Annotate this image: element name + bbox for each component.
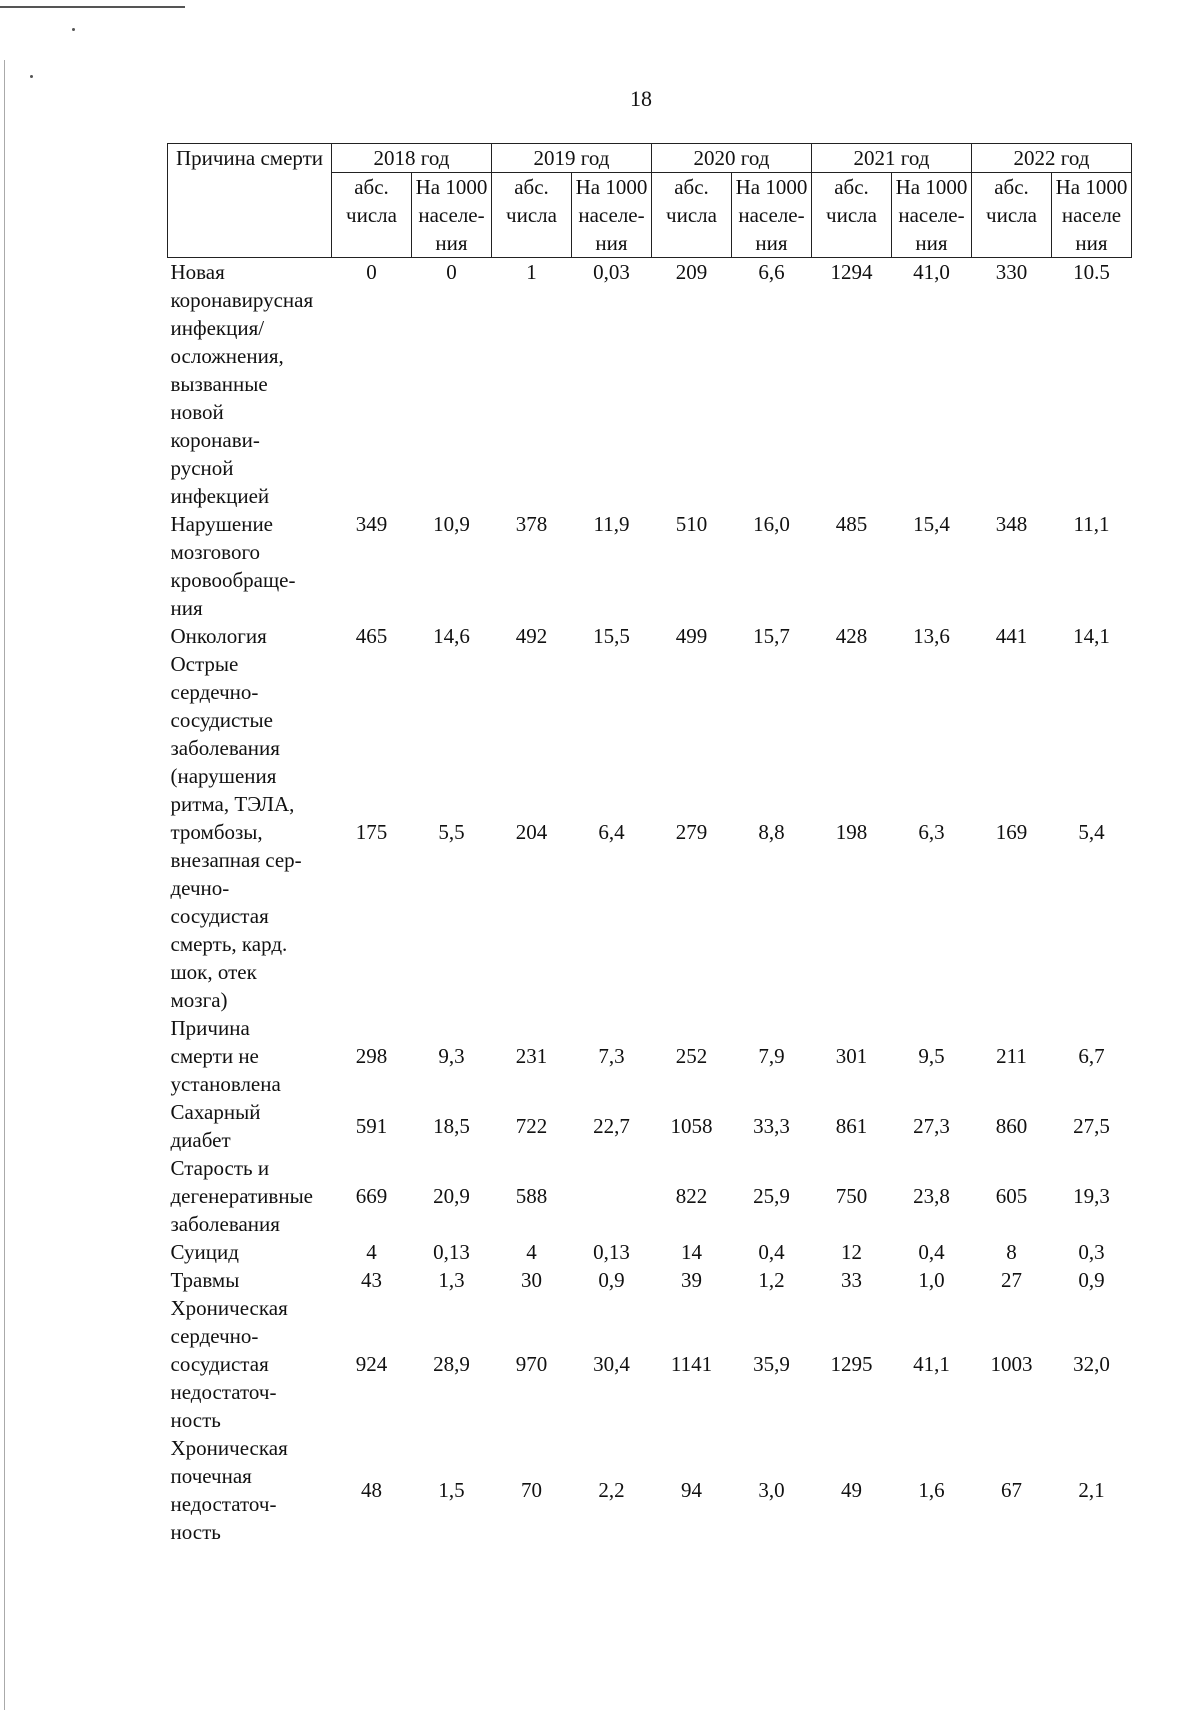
rate-per-1000-cell: 15,7 <box>753 624 790 648</box>
cause-line: смерти не <box>170 1044 259 1068</box>
cause-line: дегенеративные <box>170 1184 313 1208</box>
abs-number-cell: 27 <box>1001 1268 1022 1292</box>
cause-line: Сахарный <box>170 1100 261 1124</box>
abs-numbers-header: абс. числа <box>492 173 572 258</box>
rate-per-1000-cell: 19,3 <box>1073 1184 1110 1208</box>
abs-numbers-header: абс. числа <box>652 173 732 258</box>
header-row-years <box>168 144 1132 173</box>
abs-number-cell: 441 <box>995 624 1028 648</box>
abs-number-cell: 209 <box>675 260 708 284</box>
rate-per-1000-cell: 41,1 <box>913 1352 950 1376</box>
cause-line: Хроническая <box>170 1436 288 1460</box>
cause-line: недостаточ- <box>170 1380 277 1404</box>
cause-line: мозга) <box>170 988 228 1012</box>
rate-per-1000-cell: 0,4 <box>918 1240 945 1264</box>
table-row <box>168 510 1132 622</box>
cause-of-death-cell <box>168 1014 332 1098</box>
abs-number-cell: 669 <box>355 1184 388 1208</box>
table-row <box>168 1098 1132 1154</box>
abs-number-cell: 722 <box>515 1114 548 1138</box>
rate-per-1000-cell <box>572 1154 652 1238</box>
rate-per-1000-cell: 32,0 <box>1073 1352 1110 1376</box>
cause-of-death-cell <box>168 1434 332 1546</box>
rate-per-1000-cell: 16,0 <box>753 512 790 536</box>
abs-number-cell: 169 <box>995 820 1028 844</box>
rate-per-1000-cell: 5,4 <box>1078 820 1105 844</box>
rate-per-1000-header: На 1000 населе- ния <box>732 173 812 258</box>
abs-number-cell: 4 <box>366 1240 377 1264</box>
rate-per-1000-cell: 10,9 <box>433 512 470 536</box>
abs-number-cell: 279 <box>675 820 708 844</box>
cause-line: вызванные <box>170 372 268 396</box>
abs-number-cell: 70 <box>521 1478 542 1502</box>
table-body <box>168 258 1132 1547</box>
rate-per-1000-cell: 33,3 <box>753 1114 790 1138</box>
cause-line: почечная <box>170 1464 252 1488</box>
rate-per-1000-cell: 0 <box>446 260 457 284</box>
cause-line: ность <box>170 1520 221 1544</box>
cause-line: заболевания <box>170 1212 280 1236</box>
cause-line: русной <box>170 456 234 480</box>
cause-line: диабет <box>170 1128 231 1152</box>
rate-per-1000-cell: 6,4 <box>598 820 625 844</box>
abs-number-cell: 48 <box>361 1478 382 1502</box>
cause-line: новой <box>170 400 224 424</box>
cause-line: (нарушения <box>170 764 277 788</box>
abs-number-cell: 8 <box>1006 1240 1017 1264</box>
rate-per-1000-cell: 6,7 <box>1078 1044 1105 1068</box>
abs-number-cell: 861 <box>835 1114 868 1138</box>
abs-number-cell: 465 <box>355 624 388 648</box>
abs-number-cell: 605 <box>995 1184 1028 1208</box>
cause-line: смерть, кард. <box>170 932 288 956</box>
abs-number-cell: 33 <box>841 1268 862 1292</box>
scan-speck <box>30 75 33 78</box>
abs-number-cell: 428 <box>835 624 868 648</box>
rate-per-1000-cell: 2,2 <box>598 1478 625 1502</box>
abs-number-cell: 1295 <box>830 1352 873 1376</box>
cause-of-death-cell <box>168 650 332 1014</box>
abs-number-cell: 301 <box>835 1044 868 1068</box>
table-row <box>168 1238 1132 1266</box>
abs-number-cell: 860 <box>995 1114 1028 1138</box>
rate-per-1000-cell: 15,5 <box>593 624 630 648</box>
rate-per-1000-cell: 3,0 <box>758 1478 785 1502</box>
abs-number-cell: 588 <box>515 1184 548 1208</box>
abs-number-cell: 1141 <box>670 1352 713 1376</box>
rate-per-1000-cell: 0,13 <box>433 1240 470 1264</box>
cause-line: сердечно- <box>170 680 259 704</box>
cause-line: мозгового <box>170 540 261 564</box>
rate-per-1000-cell: 9,5 <box>918 1044 945 1068</box>
rate-per-1000-cell: 41,0 <box>913 260 950 284</box>
cause-line: Травмы <box>170 1268 240 1292</box>
rate-per-1000-cell: 20,9 <box>433 1184 470 1208</box>
rate-per-1000-cell: 11,1 <box>1073 512 1110 536</box>
cause-line: шок, отек <box>170 960 257 984</box>
table-row <box>168 1434 1132 1546</box>
abs-number-cell: 591 <box>355 1114 388 1138</box>
rate-per-1000-cell: 27,5 <box>1073 1114 1110 1138</box>
cause-line: установлена <box>170 1072 281 1096</box>
year-header: 2022 год <box>972 144 1132 173</box>
abs-number-cell: 750 <box>835 1184 868 1208</box>
abs-number-cell: 175 <box>355 820 388 844</box>
abs-number-cell: 822 <box>675 1184 708 1208</box>
cause-line: инфекцией <box>170 484 270 508</box>
cause-line: инфекция/ <box>170 316 265 340</box>
rate-per-1000-header: На 1000 населе- ния <box>572 173 652 258</box>
year-header: 2018 год <box>332 144 492 173</box>
abs-numbers-header: абс. числа <box>812 173 892 258</box>
table-row <box>168 1294 1132 1434</box>
year-header: 2021 год <box>812 144 972 173</box>
table-header <box>168 144 1132 258</box>
abs-number-cell: 378 <box>515 512 548 536</box>
rate-per-1000-cell: 23,8 <box>913 1184 950 1208</box>
rate-per-1000-cell: 7,9 <box>758 1044 785 1068</box>
rate-per-1000-cell: 1,2 <box>758 1268 785 1292</box>
rate-per-1000-cell: 11,9 <box>593 512 630 536</box>
cause-line: сердечно- <box>170 1324 259 1348</box>
abs-number-cell: 30 <box>521 1268 542 1292</box>
cause-line: ритма, ТЭЛА, <box>170 792 295 816</box>
abs-number-cell: 1058 <box>670 1114 713 1138</box>
rate-per-1000-cell: 1,0 <box>918 1268 945 1292</box>
rate-per-1000-cell: 30,4 <box>593 1352 630 1376</box>
abs-number-cell: 204 <box>515 820 548 844</box>
rate-per-1000-cell: 0,03 <box>593 260 630 284</box>
cause-line: Острые <box>170 652 239 676</box>
cause-line: внезапная сер- <box>170 848 302 872</box>
table-row <box>168 650 1132 1014</box>
rate-per-1000-cell: 22,7 <box>593 1114 630 1138</box>
rate-per-1000-cell: 1,6 <box>918 1478 945 1502</box>
cause-of-death-cell <box>168 1098 332 1154</box>
rate-per-1000-cell: 0,13 <box>593 1240 630 1264</box>
abs-number-cell: 39 <box>681 1268 702 1292</box>
abs-number-cell: 485 <box>835 512 868 536</box>
cause-line: Нарушение <box>170 512 273 536</box>
cause-line: сосудистые <box>170 708 273 732</box>
cause-of-death-cell <box>168 1238 332 1266</box>
rate-per-1000-header: На 1000 населе- ния <box>892 173 972 258</box>
rate-per-1000-cell: 1,3 <box>438 1268 465 1292</box>
abs-number-cell: 231 <box>515 1044 548 1068</box>
abs-number-cell: 49 <box>841 1478 862 1502</box>
rate-per-1000-cell: 18,5 <box>433 1114 470 1138</box>
rate-per-1000-cell: 7,3 <box>598 1044 625 1068</box>
cause-line: Суицид <box>170 1240 239 1264</box>
table-row <box>168 1014 1132 1098</box>
rate-per-1000-cell: 0,4 <box>758 1240 785 1264</box>
abs-number-cell: 499 <box>675 624 708 648</box>
abs-number-cell: 198 <box>835 820 868 844</box>
rate-per-1000-cell: 6,6 <box>758 260 785 284</box>
cause-line: заболевания <box>170 736 280 760</box>
abs-number-cell: 43 <box>361 1268 382 1292</box>
cause-line: Хроническая <box>170 1296 288 1320</box>
abs-number-cell: 924 <box>355 1352 388 1376</box>
rate-per-1000-cell: 1,5 <box>438 1478 465 1502</box>
table-row <box>168 622 1132 650</box>
abs-number-cell: 67 <box>1001 1478 1022 1502</box>
rate-per-1000-header: На 1000 населе- ния <box>412 173 492 258</box>
abs-number-cell: 349 <box>355 512 388 536</box>
abs-number-cell: 970 <box>515 1352 548 1376</box>
cause-line: кровообраще- <box>170 568 296 592</box>
rate-per-1000-header: На 1000 населе ния <box>1052 173 1132 258</box>
cause-line: осложнения, <box>170 344 284 368</box>
abs-number-cell: 12 <box>841 1240 862 1264</box>
table-row <box>168 1154 1132 1238</box>
cause-line: ния <box>170 596 203 620</box>
rate-per-1000-cell: 27,3 <box>913 1114 950 1138</box>
cause-line: сосудистая <box>170 904 269 928</box>
rate-per-1000-cell: 28,9 <box>433 1352 470 1376</box>
table-row <box>168 258 1132 511</box>
rate-per-1000-cell: 10.5 <box>1073 260 1110 284</box>
abs-number-cell: 252 <box>675 1044 708 1068</box>
rate-per-1000-cell: 0,3 <box>1078 1240 1105 1264</box>
abs-number-cell: 211 <box>996 1044 1027 1068</box>
abs-number-cell: 94 <box>681 1478 702 1502</box>
abs-numbers-header: абс. числа <box>332 173 412 258</box>
abs-number-cell: 298 <box>355 1044 388 1068</box>
year-header: 2020 год <box>652 144 812 173</box>
abs-number-cell: 1003 <box>990 1352 1033 1376</box>
abs-number-cell: 492 <box>515 624 548 648</box>
cause-of-death-cell <box>168 1154 332 1238</box>
abs-number-cell: 330 <box>995 260 1028 284</box>
cause-line: сосудистая <box>170 1352 269 1376</box>
mortality-table <box>167 143 1132 1546</box>
cause-of-death-cell <box>168 1266 332 1294</box>
rate-per-1000-cell: 5,5 <box>438 820 465 844</box>
rate-per-1000-cell: 14,1 <box>1073 624 1110 648</box>
rate-per-1000-cell: 6,3 <box>918 820 945 844</box>
abs-number-cell: 0 <box>366 260 377 284</box>
abs-number-cell: 4 <box>526 1240 537 1264</box>
cause-line: Старость и <box>170 1156 270 1180</box>
scan-artifact-top-line <box>0 6 185 8</box>
cause-line: ность <box>170 1408 221 1432</box>
rate-per-1000-cell: 14,6 <box>433 624 470 648</box>
page-number: 18 <box>630 86 652 111</box>
cause-of-death-cell <box>168 510 332 622</box>
rate-per-1000-cell: 13,6 <box>913 624 950 648</box>
scan-speck <box>72 28 75 31</box>
cause-of-death-cell <box>168 258 332 511</box>
cause-line: Новая <box>170 260 225 284</box>
rate-per-1000-cell: 0,9 <box>1078 1268 1105 1292</box>
cause-line: Онкология <box>170 624 267 648</box>
rate-per-1000-cell: 8,8 <box>758 820 785 844</box>
rate-per-1000-cell: 35,9 <box>753 1352 790 1376</box>
cause-line: тромбозы, <box>170 820 263 844</box>
cause-line: Причина <box>170 1016 250 1040</box>
rate-per-1000-cell: 15,4 <box>913 512 950 536</box>
rate-per-1000-cell: 25,9 <box>753 1184 790 1208</box>
cause-column-header: Причина смерти <box>168 144 332 258</box>
cause-of-death-cell <box>168 622 332 650</box>
abs-number-cell: 1294 <box>830 260 873 284</box>
year-header: 2019 год <box>492 144 652 173</box>
cause-line: коронавирусная <box>170 288 314 312</box>
rate-per-1000-cell: 9,3 <box>438 1044 465 1068</box>
abs-numbers-header: абс. числа <box>972 173 1052 258</box>
table-row <box>168 1266 1132 1294</box>
abs-number-cell: 14 <box>681 1240 702 1264</box>
abs-number-cell: 348 <box>995 512 1028 536</box>
cause-line: коронави- <box>170 428 260 452</box>
scan-artifact-left-edge <box>4 60 5 1710</box>
rate-per-1000-cell: 2,1 <box>1078 1478 1105 1502</box>
cause-line: недостаточ- <box>170 1492 277 1516</box>
abs-number-cell: 1 <box>526 260 537 284</box>
cause-of-death-cell <box>168 1294 332 1434</box>
cause-line: дечно- <box>170 876 230 900</box>
rate-per-1000-cell: 0,9 <box>598 1268 625 1292</box>
abs-number-cell: 510 <box>675 512 708 536</box>
